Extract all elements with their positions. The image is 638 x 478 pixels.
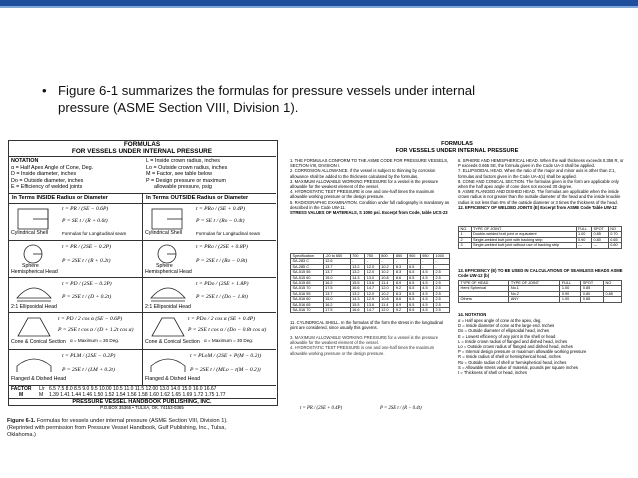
table-cell: 4.5: [420, 270, 433, 275]
table-cell: 14.7: [365, 308, 380, 313]
note-item: 4. HYDROSTATIC TEST PRESSURE is one and one-half times the maximum allowable working pressure or the design pressure.: [290, 189, 435, 200]
stress-table-body: [291, 259, 450, 313]
table-header-cell: TYPE OF JOINT: [509, 281, 560, 286]
table-cell: 2.5: [434, 308, 450, 313]
table-cell: SA-516 60: [291, 297, 324, 302]
ellipsoidal-head-outside-sketch: [148, 282, 188, 302]
table-cell: 13.2: [350, 291, 365, 296]
notation-line: Lo = Outside crown radius of flanged and dished head, inches: [458, 344, 573, 350]
table-cell: 13.7: [323, 270, 350, 275]
row-label: Flanged & Dished Head: [11, 376, 67, 382]
table-cell: 0.90: [560, 291, 581, 296]
table-cell: Double-welded butt joint or equivalent: [471, 232, 576, 237]
table-cell: 12.0: [379, 286, 394, 291]
formula-a: t = PR / (2SE + 0.4P): [300, 406, 343, 411]
slide-bullet-text: [42, 82, 578, 116]
table-cell: 2.5: [434, 297, 450, 302]
table-cell: 4.5: [420, 286, 433, 291]
formula-thickness: t = PLM / (2SE − 0.2P): [62, 353, 116, 359]
formula-row-cone: [8, 313, 276, 349]
bullet-icon: •: [42, 83, 47, 98]
joint-table-body: [459, 232, 622, 248]
chart-header-subtitle: FOR VESSELS UNDER INTERNAL PRESSURE: [71, 148, 213, 155]
figure-label: Figure 6-1.: [7, 418, 36, 424]
table-header-cell: 750: [365, 254, 380, 259]
notation-line: E = Lowest efficiency of any joint in the shell or head: [458, 333, 556, 339]
table-cell: 0.85: [592, 232, 609, 237]
note-item: 3. MAXIMUM ALLOWABLE WORKING PRESSURE for a vessel is the pressure allowable for the weakest element of the vessel.: [290, 335, 439, 346]
table-cell: Single-welded butt joint without use of backing strip: [471, 243, 576, 248]
table-cell: 10.2: [379, 264, 394, 269]
table-row: [459, 243, 622, 248]
title-line-1: Figure 6-1 summarizes the formulas for pressure vessels under internal: [58, 83, 476, 98]
note-item: 7. ELLIPSOIDAL HEAD. When the ratio of the major and minor axis is other than 2:1, formulas and factors given in the Code UA-4(c) shall be applied.: [458, 168, 616, 179]
table-cell: 4.5: [420, 297, 433, 302]
stress-filler-text: [290, 335, 450, 395]
table-cell: 2: [459, 237, 472, 242]
table-cell: 8.3: [394, 270, 407, 275]
factor-label: FACTOR: [11, 386, 32, 392]
row-label: Cylindrical Shell: [145, 230, 182, 236]
table-cell: 17.5: [323, 308, 350, 313]
notation-right: [146, 158, 274, 191]
formula-b: P = 2SE t / (R − 0.4t): [380, 406, 422, 411]
notation-line: L = Inside crown radius of flanged and dished head, inches: [458, 338, 568, 344]
notation-line: P = Internal design pressure or maximum allowable working pressure: [458, 349, 587, 355]
divider: [8, 156, 276, 157]
flanged-dished-head-outside-sketch: [148, 354, 188, 374]
right-panel-left-column: [290, 158, 450, 215]
notation-line: α = Half apex angle of cone at the apex, deg.: [458, 318, 542, 323]
table-header-cell: 900: [407, 254, 420, 259]
table-cell: Hemi Spherical: [459, 286, 509, 291]
table-cell: -: [420, 259, 433, 264]
formula-thickness: t = PDo / (2SE + 1.8P): [196, 281, 249, 287]
notation-title: NOTATION: [11, 158, 39, 164]
table-cell: 6.5: [407, 286, 420, 291]
formula-pressure: P = 2SE t cos α / (Do − 0.8t cos α): [188, 327, 267, 333]
column-header-inside: In Terms INSIDE Radius or Diameter: [12, 195, 108, 201]
table-cell: -: [394, 259, 407, 264]
table-cell: 10.2: [379, 291, 394, 296]
note-item: 8. CONE AND CONICAL SECTION. The formulas given in the form are applicable only when the half apex angle of cone does not exceed 30 degree.: [458, 178, 619, 190]
row-label: Cone & Conical Section: [145, 339, 200, 345]
factor-m-label: M: [19, 392, 24, 398]
formula-pressure: P = 2SE t / (MLo − t(M − 0.2)): [190, 367, 261, 373]
table-cell: ---: [592, 243, 609, 248]
table-cell: 4.5: [420, 281, 433, 286]
formula-pressure: P = 2SE t cos α / (D + 1.2t cos α): [58, 327, 134, 333]
note-item: 2. CORROSION ALLOWANCE. If the vessel is subject to thinning by corrosion allowance shall be added to the thickness calculated by the formulas.: [290, 168, 436, 179]
formula-row-cylindrical-shell: [8, 204, 276, 240]
row-note: Formulas for Longitudinal seam: [62, 231, 127, 236]
notation-left: [11, 158, 141, 191]
table-cell: 6.5: [407, 291, 420, 296]
table-cell: -: [365, 259, 380, 264]
table-header-cell: NO.: [459, 227, 472, 232]
notation-title-right: 14. NOTATION: [458, 312, 487, 317]
table-cell: 13.6: [365, 281, 380, 286]
sphere-outside-sketch: [152, 243, 182, 265]
table-cell: 12.0: [379, 308, 394, 313]
table-cell: ---: [576, 243, 591, 248]
table-cell: 12.9: [365, 297, 380, 302]
table-cell: 4.5: [420, 302, 433, 307]
table-cell: 6.5: [407, 297, 420, 302]
seamless-table-title: 13. EFFICIENCY (E) TO BE USED IN CALCULATIONS OF SEAMLESS HEADS ASME Code UW-12 (b): [458, 268, 623, 279]
table-cell: Single-welded butt joint with backing strip: [471, 237, 576, 242]
row-note: Formulas for Longitudinal seam: [196, 231, 261, 236]
table-cell: 16.2: [323, 281, 350, 286]
note-item: 6. SPHERE AND HEMISPHERICAL HEAD. When the wall thickness exceeds 0.356 R, or P exceeds 0.665 SE, the formula given in the Code UA-3 shall be applied.: [458, 158, 624, 169]
ellipsoidal-head-sketch: [14, 282, 54, 302]
table-cell: 0.90: [576, 237, 591, 242]
formula-pressure: P = SE t / (Ro − 0.4t): [196, 218, 245, 224]
formula-pressure: P = 2SE t / (Ro − 0.8t): [196, 258, 248, 264]
table-cell: 3: [459, 243, 472, 248]
table-cell: 0.80: [592, 237, 609, 242]
table-cell: 13.7: [323, 291, 350, 296]
table-cell: 6.5: [407, 302, 420, 307]
row-label-2: Hemispherical Head: [11, 269, 58, 275]
table-cell: [603, 297, 621, 302]
table-cell: SA-515 65: [291, 281, 324, 286]
note-item: 5. RADIOGRAPHIC EXAMINATION. Condition under full radiography is mandatory as described in the Code UW-11.: [290, 199, 450, 210]
table-cell: ANY: [509, 297, 560, 302]
publisher-block: [8, 399, 276, 410]
table-cell: 8.3: [394, 264, 407, 269]
notation-line: S = Allowable stress value of material, pounds per square inches: [458, 364, 578, 370]
table-cell: SA-516 55: [291, 291, 324, 296]
joint-efficiency-table: [458, 226, 622, 249]
table-cell: 1.00: [560, 297, 581, 302]
formula-thickness: t = PLoM / (2SE + P(M − 0.2)): [190, 353, 262, 359]
note-item: 9. ASME FLANGED AND DISHED HEAD. The formulas are applicable when the inside crown radius is not greater than the outside diameter of the head and the inside knuckle radius is not less than 6% of the outside diameter or 3 times the thickness of the head.: [458, 189, 621, 205]
table-cell: 12.6: [323, 259, 350, 264]
publisher-address: P.O.BOX 35365 • TULSA, OK. 74153-0365: [100, 405, 184, 410]
note-item: 4. HYDROSTATIC TEST PRESSURE is one and one-half times the maximum allowable working pressure or the design pressure.: [290, 345, 435, 356]
table-cell: 15.0: [323, 297, 350, 302]
table-cell: 0.85: [603, 291, 621, 296]
formula-row-sphere: [8, 241, 276, 277]
notation-line: D = Inside diameter, inches: [11, 171, 77, 178]
figure-caption: [7, 418, 287, 439]
table-cell: 16.2: [323, 302, 350, 307]
right-panel-right-column: [458, 158, 624, 210]
table-cell: 1.00: [560, 286, 581, 291]
chart-header-title: FORMULAS: [123, 141, 161, 148]
notation-line: Lo = Outside crown radius, inches: [146, 164, 228, 171]
table-cell: -: [407, 259, 420, 264]
factor-table: [11, 386, 273, 398]
table-header-cell: SPOT: [592, 227, 609, 232]
note-item: 1. THE FORMULAS CONFORM TO THE ASME CODE FOR PRESSURE VESSELS, SECTION VIII, DIVISION I.: [290, 158, 449, 169]
table-header-cell: TYPE OF HEAD: [459, 281, 509, 286]
table-cell: 16.6: [350, 286, 365, 291]
notation-list: [458, 318, 624, 375]
table-cell: 6.5: [407, 308, 420, 313]
table-header-cell: TYPE OF JOINT: [471, 227, 576, 232]
table-cell: 8.6: [394, 297, 407, 302]
table-cell: No.2: [509, 291, 560, 296]
notation-line: Do = Outside diameter of ellipsoidal head, inches: [458, 328, 550, 334]
table-cell: Others: [459, 297, 509, 302]
caption-line-2: (Reprinted with permission from Pressure Vessel Handbook, Gulf Publishing, Inc., Tulsa,: [7, 425, 226, 431]
table-cell: 13.0: [365, 275, 380, 280]
table-cell: 13.2: [350, 270, 365, 275]
cone-angle-note: α = Maximum = 30 Deg.: [204, 338, 254, 343]
notation-line: L = Inside crown radius, inches: [146, 158, 220, 164]
table-header-cell: -20 to 650: [323, 254, 350, 259]
notation-line: E = Efficiency of welded joints: [11, 184, 83, 191]
table-cell: SA-283 C: [291, 259, 324, 264]
seamless-heads-table: [458, 280, 622, 303]
formula-thickness: t = PDo / 2 cos α (SE + 0.4P): [188, 316, 256, 322]
table-cell: 2.5: [434, 286, 450, 291]
table-cell: 6.5: [407, 275, 420, 280]
table-header-cell: 850: [394, 254, 407, 259]
table-cell: 13.7: [323, 264, 350, 269]
table-cell: 0.85: [581, 286, 604, 291]
publisher-name: PRESSURE VESSEL HANDBOOK PUBLISHING, INC.: [72, 399, 212, 405]
table-cell: 13.2: [350, 264, 365, 269]
table-cell: 8.9: [394, 302, 407, 307]
formula-pressure: P = 2SE t / (R + 0.2t): [62, 258, 111, 264]
table-row: [459, 297, 622, 302]
notation-line: R = Inside radius of shell or hemispherical head, inches: [458, 354, 561, 360]
table-cell: 11.4: [379, 302, 394, 307]
table-header-cell: 700: [350, 254, 365, 259]
table-cell: 6.5: [407, 270, 420, 275]
notation-line: allowable pressure, psig: [154, 184, 212, 191]
cone-angle-note: α = Maximum = 30 Deg.: [70, 338, 120, 343]
table-cell: 2.5: [434, 291, 450, 296]
table-cell: 15.5: [350, 302, 365, 307]
table-cell: 4.5: [420, 291, 433, 296]
formula-thickness: t = PRo / (2SE + 0.8P): [196, 244, 248, 250]
table-cell: 0.65: [608, 237, 621, 242]
table-cell: 11.4: [379, 281, 394, 286]
table-cell: -: [379, 259, 394, 264]
formula-thickness: t = PRo / (SE + 0.4P): [196, 206, 246, 212]
table-header-cell: 800: [379, 254, 394, 259]
table-cell: No.1: [509, 286, 560, 291]
column-header-outside: In Terms OUTSIDE Radius or Diameter: [146, 195, 249, 201]
row-label-2: Hemispherical Head: [145, 269, 192, 275]
joint-table-title: 12. EFFICIENCY OF WELDED JOINTS (E) Excerpt from ASME Code Table UW-12: [458, 204, 617, 210]
flanged-dished-head-sketch: [14, 354, 54, 374]
factor-lr-label: L/r: [39, 386, 45, 392]
table-cell: 2.5: [434, 275, 450, 280]
factor-lr-values: 6.5 7.5 8.0 8.5 9.0 9.5 10.00 10.5 11.0 11.5 12.00 13.0 14.0 15.0 16.0 16.67: [49, 386, 217, 392]
cylindrical-shell-outside-sketch: [146, 207, 190, 231]
notation-line: D = Inside diameter of cone at the large end. Inches: [458, 323, 555, 329]
caption-line-1: Formulas for vessels under internal pressure (ASME Section VIII, Division 1).: [36, 418, 228, 424]
notation-line: Do = Outside diameter, inches: [11, 177, 84, 184]
table-cell: 12.0: [365, 270, 380, 275]
formula-thickness: t = PR / (SE − 0.6P): [62, 206, 109, 212]
table-cell: 0.60: [608, 243, 621, 248]
table-cell: 2.5: [434, 270, 450, 275]
row-label: Flanged & Dished Head: [145, 376, 201, 382]
table-cell: 9.2: [394, 286, 407, 291]
table-cell: -: [434, 264, 450, 269]
table-cell: SA-515 60: [291, 275, 324, 280]
notation-line: Ro = Outside radius of shell or hemispherical head, inches: [458, 359, 567, 365]
table-cell: 16.6: [350, 308, 365, 313]
table-cell: SA-285 C: [291, 264, 324, 269]
table-cell: 9.2: [394, 308, 407, 313]
table-cell: 17.5: [323, 286, 350, 291]
table-cell: 4.5: [420, 275, 433, 280]
table-cell: 0.85: [581, 297, 604, 302]
row-label: Cylindrical Shell: [11, 230, 48, 236]
table-header-cell: NO: [608, 227, 621, 232]
table-cell: SA-516 65: [291, 302, 324, 307]
title-line-2: pressure (ASME Section VIII, Division 1).: [58, 100, 299, 115]
slide-top-accent-line: [0, 6, 638, 8]
table-cell: 8.3: [394, 291, 407, 296]
stress-values-table: [290, 253, 450, 313]
notation-line: α = Half Apex Angle of Cone, Deg.: [11, 164, 94, 171]
row-label: 2:1 Ellipsoidal Head: [11, 304, 57, 310]
table-header-cell: NO: [603, 281, 621, 286]
table-cell: 15.5: [350, 281, 365, 286]
table-cell: 10.8: [379, 275, 394, 280]
table-cell: 13.6: [365, 302, 380, 307]
right-panel-header: [290, 141, 624, 154]
row-label: Sphere: [156, 263, 173, 269]
table-cell: SA-515 55: [291, 270, 324, 275]
cone-outside-sketch: [150, 316, 186, 338]
factor-m-values: 1.39 1.41 1.44 1.46 1.50 1.52 1.54 1.56 1.58 1.60 1.62 1.65 1.69 1.72 1.75 1.77: [49, 392, 226, 398]
table-cell: 8.6: [394, 275, 407, 280]
table-cell: 6.5: [407, 281, 420, 286]
table-cell: -: [420, 264, 433, 269]
table-header-cell: Specification: [291, 254, 324, 259]
formula-chart-header: [8, 141, 276, 155]
caption-line-3: Oklahoma.): [7, 432, 36, 438]
table-cell: -: [350, 259, 365, 264]
table-cell: 1.00: [576, 232, 591, 237]
table-cell: 0.80: [581, 291, 604, 296]
cone-sketch: [16, 316, 52, 338]
formula-pressure: P = 2SE t / (D + 0.2t): [62, 294, 112, 300]
seamless-table-body: [459, 286, 622, 302]
right-panel-title: FORMULAS: [441, 141, 473, 147]
formula-row-flanged-dished-head: [8, 350, 276, 386]
table-cell: SA-515 70: [291, 286, 324, 291]
notation-line: P = Design pressure or maximum: [146, 177, 227, 184]
cylindrical-shell-sketch: [12, 207, 56, 231]
stress-table-title: STRESS VALUES OF MATERIALS, S 1000 psi. Excerpt from Code, table UCS-23: [290, 210, 448, 216]
factor-m-row-label: M: [39, 392, 44, 398]
table-cell: 6.5: [407, 264, 420, 269]
table-row: [291, 308, 450, 313]
table-cell: 10.2: [379, 270, 394, 275]
formula-thickness: t = PR / (2SE − 0.2P): [62, 244, 112, 250]
table-header-cell: SPOT: [581, 281, 604, 286]
table-cell: 8.9: [394, 281, 407, 286]
table-cell: 14.7: [365, 286, 380, 291]
formula-pressure: P = 2SE t / (Do − 1.8t): [196, 294, 248, 300]
formula-pressure: P = SE t / (R + 0.6t): [62, 218, 108, 224]
row-label: 2:1 Ellipsoidal Head: [145, 304, 191, 310]
formula-thickness: t = PD / (2SE − 0.2P): [62, 281, 112, 287]
row-label: Sphere: [22, 263, 39, 269]
table-cell: SA-516 70: [291, 308, 324, 313]
formula-thickness: t = PD / 2 cos α (SE − 0.6P): [58, 316, 123, 322]
formula-pressure: P = 2SE t / (LM + 0.2t): [62, 367, 115, 373]
table-header-cell: FULL: [576, 227, 591, 232]
table-header-cell: 1000: [434, 254, 450, 259]
table-cell: 14.3: [350, 297, 365, 302]
table-cell: 10.8: [379, 297, 394, 302]
table-row: [459, 237, 622, 242]
table-cell: 12.0: [365, 291, 380, 296]
table-cell: -: [434, 259, 450, 264]
table-cell: 1: [459, 232, 472, 237]
cylindrical-shell-note: 11. CYLINDRICAL SHELL. In the formulas of the form the stress in the longitudinal joint are considered, since usually this governs.: [290, 320, 443, 331]
table-cell: 2.5: [434, 281, 450, 286]
notation-line: t = Thickness of shell or head, inches: [458, 370, 527, 376]
table-header-cell: 950: [420, 254, 433, 259]
sphere-sketch: [18, 243, 48, 265]
table-cell: 4.5: [420, 308, 433, 313]
table-cell: 2.5: [434, 302, 450, 307]
table-header-cell: FULL: [560, 281, 581, 286]
table-cell: 14.3: [350, 275, 365, 280]
formula-row-ellipsoidal-head: [8, 278, 276, 312]
note-item: 3. MAXIMUM ALLOWABLE WORKING PRESSURE for a vessel is the pressure allowable for the weakest element of the vessel.: [290, 178, 439, 190]
right-panel-subtitle: FOR VESSELS UNDER INTERNAL PRESSURE: [395, 147, 519, 154]
notation-line: M = Factor, see table below: [146, 171, 213, 178]
row-label: Cone & Conical Section: [11, 339, 66, 345]
table-cell: 12.0: [365, 264, 380, 269]
table-cell: 0.70: [608, 232, 621, 237]
table-cell: 15.0: [323, 275, 350, 280]
